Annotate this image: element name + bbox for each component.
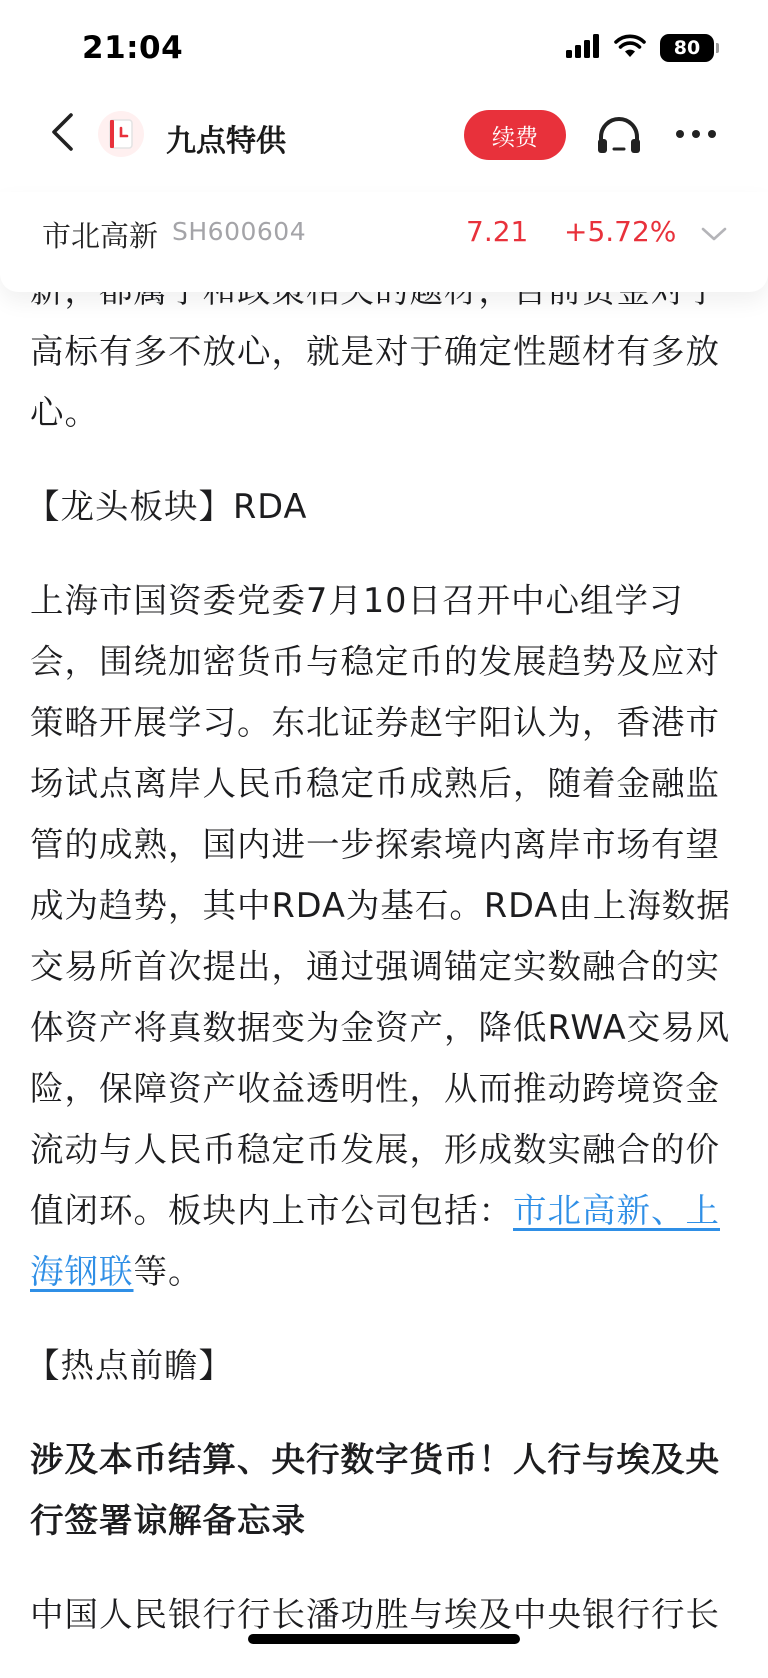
- page-title: 九点特供: [166, 124, 286, 159]
- signal-icon: [566, 34, 600, 62]
- stock-name[interactable]: 市北高新: [42, 219, 159, 253]
- link-separator: 、: [651, 1191, 686, 1230]
- stock-quote-bar[interactable]: [0, 192, 768, 292]
- news-headline: 涉及本币结算、央行数字货币！人行与埃及央行签署谅解备忘录: [30, 1440, 720, 1540]
- article-paragraph: [30, 570, 740, 1302]
- stock-code: SH600604: [172, 217, 307, 246]
- headphone-icon: [596, 115, 642, 155]
- battery-cap: [716, 43, 719, 53]
- paragraph-text: 高标有多不放心，就是对于确定性题材有多放心。: [30, 332, 720, 432]
- back-button[interactable]: [40, 110, 84, 154]
- stock-price: 7.21: [466, 215, 529, 248]
- paragraph-text: 上海市国资委党委7月10日召开中心组学习会，围绕加密货币与稳定币的发展趋势及应对策略开展学习。东北证券赵宇阳认为，香港市场试点离岸人民币稳定币成熟后，随着金融监管的成熟，国内进一步探索境内离岸市场有望成为趋势，其中RDA为基石。RDA由上海数据交易所首次提出，通过强调锚定实数融合的实体资产将真数据变为金资产，降低RWA交易风险，保障资产收益透明性，从而推动跨境资金流动与人民币稳定币发展，形成数实融合的价值闭环。板块内上市公司包括：: [30, 581, 731, 1230]
- battery-level: 80: [673, 37, 701, 59]
- nav-bar: [0, 96, 768, 180]
- article-paragraph: 中国人民银行行长潘功胜与埃及中央银行行长: [30, 1595, 720, 1634]
- status-bar: [0, 0, 768, 96]
- stock-change: +5.72%: [564, 215, 677, 248]
- home-indicator: [248, 1634, 520, 1644]
- status-icons: [566, 34, 714, 62]
- article-body: [26, 260, 740, 1678]
- stock-link-shibei[interactable]: 市北高新: [513, 1191, 651, 1230]
- more-button[interactable]: [672, 114, 720, 154]
- app-logo-icon: [98, 111, 144, 157]
- headphone-button[interactable]: [594, 112, 644, 158]
- stock-link-shanghai-steel[interactable]: 上海钢联: [30, 1191, 720, 1291]
- expand-button[interactable]: [700, 220, 728, 248]
- section-heading: 【龙头板块】RDA: [26, 487, 308, 526]
- chevron-down-icon: [701, 226, 727, 242]
- wifi-icon: [614, 34, 646, 62]
- back-arrow-icon: [49, 112, 75, 152]
- section-heading: 【热点前瞻】: [26, 1346, 233, 1385]
- battery-icon: [660, 34, 714, 62]
- renew-button[interactable]: 续费: [464, 110, 566, 160]
- more-dots-icon: [675, 129, 717, 139]
- paragraph-tail: 等。: [133, 1252, 203, 1291]
- status-time: 21:04: [82, 30, 184, 66]
